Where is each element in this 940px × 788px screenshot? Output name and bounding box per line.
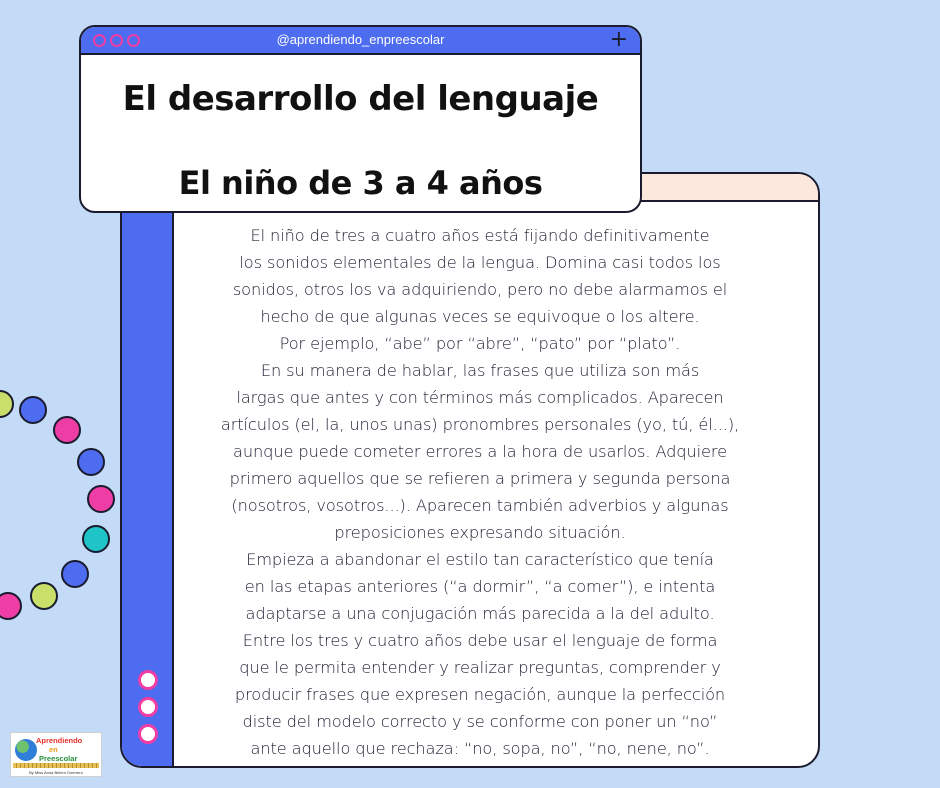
- body-line: En su manera de hablar, las frases que utiliza son más: [260, 361, 700, 380]
- decor-dot-green-top: [0, 390, 14, 418]
- ruler-icon: [13, 763, 99, 768]
- plus-icon: +: [609, 27, 628, 52]
- body-line: que le permita entender y realizar preguntas, comprender y: [239, 658, 721, 677]
- body-line: producir frases que expresen negación, aunque la perfección: [234, 685, 726, 704]
- body-line: ante aquello que rechaza: “no, sopa, no”, “no, nene, no”.: [250, 739, 710, 758]
- logo-text: Preescolar: [39, 754, 78, 763]
- body-line: aunque puede cometer errores a la hora de usarlos. Adquiere: [233, 442, 727, 461]
- body-line: largas que antes y con términos más complicados. Aparecen: [236, 388, 724, 407]
- title-window-titlebar: [81, 27, 640, 55]
- decor-dot-pink: [0, 592, 22, 620]
- social-handle: @aprendiendo_enpreescolar: [276, 32, 445, 47]
- body-line: preposiciones expresando situación.: [334, 523, 626, 542]
- body-line: los sonidos elementales de la lengua. Domina casi todos los: [239, 253, 721, 272]
- body-line: hecho de que algunas veces se equivoque o los altere.: [260, 307, 700, 326]
- content-window-sidebar: [122, 174, 174, 766]
- body-text: [200, 222, 760, 762]
- page-title: El desarrollo del lenguaje: [122, 79, 599, 119]
- decor-dot-pink: [53, 416, 81, 444]
- body-line: sonidos, otros los va adquiriendo, pero no debe alarmamos el: [232, 280, 728, 299]
- decor-dot-green: [30, 582, 58, 610]
- body-line: Por ejemplo, “abe” por “abre”, “pato” por “plato”.: [279, 334, 681, 353]
- decor-dot-blue: [19, 396, 47, 424]
- page-subtitle: El niño de 3 a 4 años: [178, 164, 543, 202]
- sidebar-dot: [138, 724, 158, 744]
- body-line: Empieza a abandonar el estilo tan característico que tenía: [246, 550, 714, 569]
- decor-dot-blue: [77, 448, 105, 476]
- sidebar-dot: [138, 670, 158, 690]
- body-line: primero aquellos que se refieren a primera y segunda persona: [229, 469, 731, 488]
- body-line: El niño de tres a cuatro años está fijando definitivamente: [250, 226, 710, 245]
- sidebar-dot: [138, 697, 158, 717]
- body-line: diste del modelo correcto y se conforme con poner un “no”: [242, 712, 718, 731]
- globe-icon: [15, 739, 37, 761]
- body-line: Entre los tres y cuatro años debe usar el lenguaje de forma: [242, 631, 718, 650]
- title-window: [79, 25, 642, 213]
- brand-logo: [10, 732, 102, 777]
- body-line: (nosotros, vosotros...). Aparecen también adverbios y algunas: [231, 496, 729, 515]
- decor-dot-blue: [61, 560, 89, 588]
- logo-text: en: [49, 745, 58, 754]
- logo-author: By Miss Anna Belem Guerrero: [29, 770, 83, 775]
- body-line: en las etapas anteriores (“a dormir”, “a comer”), e intenta: [244, 577, 716, 596]
- logo-text: Aprendiendo: [36, 736, 83, 745]
- body-line: adaptarse a una conjugación más parecida a la del adulto.: [245, 604, 715, 623]
- decor-dot-pink: [87, 485, 115, 513]
- body-line: artículos (el, la, unos unas) pronombres personales (yo, tú, él...),: [220, 415, 740, 434]
- decor-dot-teal: [82, 525, 110, 553]
